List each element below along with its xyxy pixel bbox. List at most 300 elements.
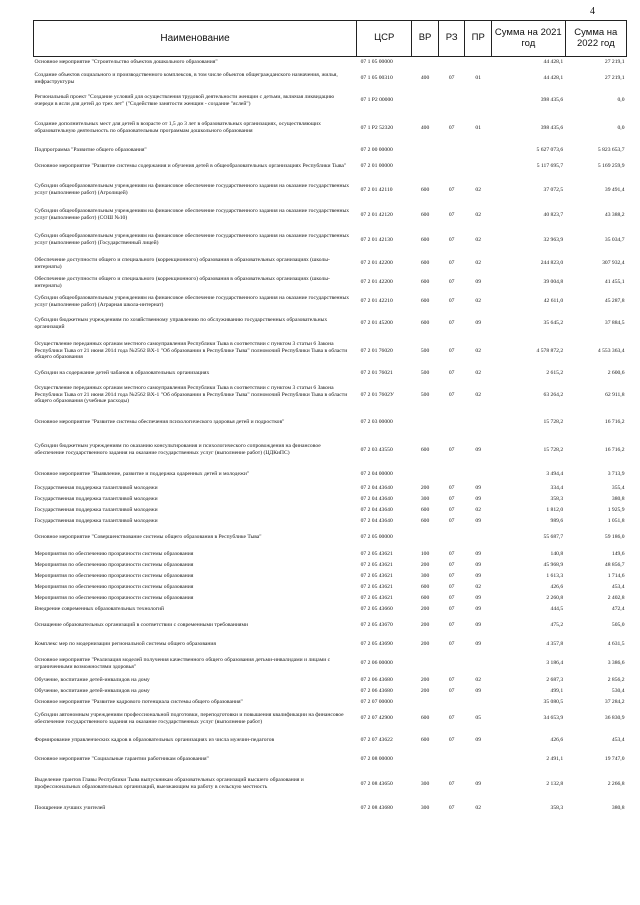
table-row [34,291,627,313]
row-name: Региональный проект "Создание условий для осуществления трудовой деятельности женщин с детьми, включая ликвидацию очереди в ясли для детей до трех лет" ("Содействие занятости женщин - создание "яслей") [34,93,335,107]
header-rz: РЗ [438,21,465,57]
row-sum-2022: 149,6 [611,550,625,557]
row-sum-2021: 398 435,6 [540,124,564,131]
row-name: Внедрение современных образовательных технологий [34,605,165,612]
row-sum-2021: 63 264,2 [543,391,564,398]
row-vr: 600 [420,211,430,218]
row-sum-2021: 2 260,8 [546,594,564,601]
table-body [34,57,627,817]
row-name: Субсидии общеобразовательным учреждениям на финансовое обеспечение государственного задания на оказание государственных услуг (выполнение работ) (Агролицей) [34,183,350,196]
row-pr [465,412,492,434]
row-csr: 07 2 05 43621 [360,594,393,601]
row-pr: 09 [475,550,482,557]
table-row [34,675,627,686]
row-pr: 09 [475,605,482,612]
row-sum-2021: 39 004,8 [543,279,564,285]
row-vr: 600 [420,446,430,453]
row-csr: 07 2 01 76020 [360,347,393,354]
row-name: Обучение, воспитание детей-инвалидов на дому [34,676,150,683]
row-rz: 07 [448,605,455,612]
row-sum-2022: 59 186,0 [604,534,625,540]
row-sum-2022: 307 932,4 [602,260,625,266]
row-csr: 07 2 04 00000 [360,471,393,477]
table-row [34,516,627,527]
row-rz: 07 [448,687,455,694]
row-pr: 09 [475,622,482,628]
row-rz: 07 [448,298,455,304]
row-rz [438,467,465,483]
row-name: Мероприятия по обеспечению прозрачности системы образования [34,583,194,590]
row-pr: 09 [475,320,482,326]
row-name: Субсидии бюджетным учреждениям по хозяйственному управлению по обслуживанию государственных образовательных организаций [34,316,328,330]
row-vr: 400 [420,124,430,131]
row-pr: 02 [475,805,482,811]
row-csr: 07 2 04 43640 [360,506,393,513]
row-name: Осуществление переданных органам местного самоуправления Республики Тыва в соответствии с пунктом 3 статьи 6 Закона Республики Тыва от 21 июня 2014 года №2562 ВХ-1 "Об образовании в Республике Тыва" полномочий Республики Тыва в области общего образования [34,340,348,361]
row-vr: 200 [420,676,430,683]
row-pr [465,90,492,112]
row-csr: 07 2 08 00000 [360,756,393,762]
row-rz: 07 [448,124,455,131]
header-sum-2022: Сумма на 2022 год [565,21,626,57]
row-csr: 07 2 01 42200 [360,279,393,285]
row-rz [438,697,465,708]
table-row [34,593,627,604]
row-sum-2022: 16 716,2 [604,446,625,453]
table-row [34,203,627,228]
row-sum-2021: 358,3 [550,805,564,811]
row-pr: 02 [475,186,482,193]
row-csr: 07 2 01 76021 [360,369,393,376]
row-rz: 07 [448,236,455,243]
row-csr: 07 2 05 43660 [360,605,393,612]
row-name: Осуществление переданных органам местного самоуправления Республики Тыва в соответствии с пунктом 3 статьи 6 Закона Республики Тыва от 21 июня 2014 года №2562 ВХ-1 "Об образовании в Республике Тыва" полномочий Республики Тыва в области общего образования (учебные расходы) [34,384,348,405]
row-pr: 02 [475,676,482,683]
row-vr [412,57,439,68]
table-row [34,604,627,615]
row-pr [465,145,492,156]
row-name: Основное мероприятие "Совершенствование системы общего образования в Республике Тыва" [34,534,262,540]
row-name: Создание объектов социального и производственного комплексов, в том числе объектов общегражданского назначения, жилья, инфраструктуры [34,71,338,85]
row-sum-2021: 426,6 [550,737,564,743]
row-name: Субсидии общеобразовательным учреждениям на финансовое обеспечение государственного задания на оказание государственных услуг (выполнение работ) (Аграрная школа-интернат) [34,294,350,308]
row-pr: 02 [475,347,482,354]
row-sum-2022: 5 169 259,9 [597,163,625,169]
row-pr [465,697,492,708]
row-pr: 02 [475,391,482,398]
table-header-row [34,21,627,57]
row-sum-2022: 2 856,2 [607,676,625,683]
table-row [34,697,627,708]
row-sum-2022: 380,8 [611,495,625,502]
row-sum-2022: 27 219,1 [604,75,625,81]
row-pr: 02 [475,236,482,243]
row-pr: 09 [475,641,482,647]
row-sum-2022: 2 266,8 [607,780,625,787]
row-sum-2022: 27 219,1 [604,58,625,65]
row-sum-2022: 505,0 [611,622,625,628]
row-pr: 02 [475,506,482,513]
row-rz: 07 [448,517,455,524]
row-csr: 07 2 01 42200 [360,260,393,266]
header-name: Наименование [34,21,357,57]
row-sum-2022: 39 491,4 [604,186,625,193]
row-sum-2021: 45 968,9 [543,561,564,568]
row-sum-2022: 472,4 [611,605,625,612]
row-sum-2022: 1 714,6 [607,572,625,579]
row-pr: 09 [475,446,482,453]
row-vr [412,752,439,768]
row-vr: 600 [420,506,430,513]
row-sum-2022: 3 386,6 [607,660,625,666]
row-rz: 07 [448,561,455,568]
row-pr [465,57,492,68]
table-row [34,156,627,178]
row-vr: 400 [420,75,430,81]
row-pr: 02 [475,583,482,590]
row-csr: 07 2 08 43680 [360,805,393,811]
row-rz [438,653,465,675]
row-sum-2021: 2 615,2 [546,369,564,376]
row-sum-2021: 3 186,4 [546,660,564,666]
table-row [34,527,627,549]
row-csr: 07 2 03 43550 [360,446,393,453]
row-pr: 09 [475,517,482,524]
row-rz: 07 [448,641,455,647]
header-csr: ЦСР [357,21,412,57]
row-sum-2022: 453,4 [611,737,625,743]
row-csr: 07 1 P2 00000 [360,97,394,103]
row-sum-2021: 3 494,4 [546,471,564,477]
row-sum-2022: 37 284,2 [604,698,625,705]
table-row [34,275,627,291]
row-sum-2022: 1 925,9 [607,506,625,513]
row-vr: 600 [420,279,430,285]
row-name: Оснащение образовательных организаций в соответствии с современными требованиями [34,622,249,628]
row-csr: 07 2 05 43621 [360,550,393,557]
row-sum-2021: 1 812,0 [546,506,564,513]
row-sum-2022: 45 287,8 [604,298,625,304]
row-pr [465,156,492,178]
table-row [34,752,627,768]
row-rz: 07 [448,737,455,743]
row-csr: 07 2 05 00000 [360,534,393,540]
row-name: Комплекс мер по модернизации региональной системы общего образования [34,641,216,647]
row-sum-2022: 0,0 [617,97,625,103]
table-row [34,505,627,516]
table-row [34,637,627,653]
row-csr: 07 2 04 43640 [360,495,393,502]
row-vr: 200 [420,687,430,694]
row-pr: 09 [475,780,482,787]
header-pr: ПР [465,21,492,57]
row-sum-2022: 41 455,1 [604,279,625,285]
row-name: Мероприятия по обеспечению прозрачности системы образования [34,594,194,601]
row-sum-2022: 43 388,2 [604,211,625,218]
row-name: Обеспечение доступности общего и специального (коррекционного) образования в образовательных организациях (школы-интернаты) [34,256,330,270]
row-rz [438,57,465,68]
row-csr: 07 2 05 43621 [360,561,393,568]
table-row [34,801,627,817]
row-sum-2022: 355,4 [611,484,625,491]
row-sum-2022: 62 911,8 [605,391,625,398]
table-row [34,112,627,145]
row-sum-2021: 444,5 [550,605,564,612]
row-vr [412,697,439,708]
row-csr: 07 2 05 43670 [360,622,393,628]
row-sum-2022: 3 713,9 [607,471,625,477]
row-name: Основное мероприятие "Развитие кадрового потенциала системы общего образования" [34,698,243,705]
row-pr: 01 [475,124,482,131]
row-name: Государственная поддержка талантливой молодежи [34,506,158,513]
page-number: 4 [590,6,595,17]
row-vr: 200 [420,484,430,491]
row-rz: 07 [448,211,455,218]
row-sum-2022: 37 884,5 [604,320,625,326]
table-row [34,582,627,593]
row-sum-2022: 0,0 [617,124,625,131]
row-vr: 300 [420,805,430,811]
row-csr: 07 2 01 42130 [360,236,393,243]
table-row [34,434,627,467]
row-vr: 500 [420,347,430,354]
row-vr: 500 [420,391,430,398]
row-csr: 07 2 07 00000 [360,698,393,705]
row-rz: 07 [448,594,455,601]
table-row [34,90,627,112]
row-name: Субсидии бюджетным учреждениям по оказанию консультирования и психологического сопровождения на финансовое обеспечение государственного задания на оказание государственных услуг (выполнение работ) (ЦДКиПС) [34,443,321,456]
row-csr: 07 2 08 43650 [360,780,393,787]
row-vr: 600 [420,594,430,601]
row-rz: 07 [448,583,455,590]
table-row [34,57,627,68]
row-sum-2022: 453,4 [611,583,625,590]
row-sum-2022: 48 856,7 [604,561,625,568]
row-csr: 07 2 07 43622 [360,737,393,743]
row-pr: 09 [475,484,482,491]
table-row [34,228,627,253]
row-name: Субсидии общеобразовательным учреждениям на финансовое обеспечение государственного задания на оказание государственных услуг (выполнение работ) (Государственный лицей) [34,233,350,246]
table-row [34,483,627,494]
row-sum-2021: 4 357,8 [546,641,564,647]
row-rz: 07 [448,495,455,502]
row-pr: 02 [475,260,482,266]
row-sum-2022: 19 747,0 [604,756,625,762]
row-pr [465,467,492,483]
row-pr: 09 [475,737,482,743]
row-sum-2021: 989,6 [550,517,564,524]
row-rz: 07 [448,260,455,266]
row-sum-2021: 15 728,2 [543,419,564,425]
row-sum-2021: 37 072,5 [543,186,564,193]
row-csr: 07 2 05 43621 [360,572,393,579]
row-sum-2021: 35 645,2 [543,320,564,326]
row-name: Поощрение лучших учителей [34,805,106,811]
row-sum-2021: 55 687,7 [543,534,564,540]
row-vr: 600 [420,186,430,193]
row-rz: 07 [448,391,455,398]
row-sum-2021: 5 627 073,6 [536,146,564,153]
row-sum-2021: 32 963,9 [543,236,564,243]
row-pr: 09 [475,279,482,285]
row-rz [438,412,465,434]
row-sum-2021: 40 823,7 [543,211,564,218]
row-name: Государственная поддержка талантливой молодежи [34,495,158,502]
table-row [34,686,627,697]
row-csr: 07 2 05 43690 [360,641,393,647]
row-sum-2022: 530,4 [611,687,625,694]
row-vr [412,467,439,483]
row-sum-2021: 499,1 [550,687,564,694]
table-row [34,467,627,483]
row-vr [412,527,439,549]
table-row [34,730,627,752]
table-row [34,494,627,505]
row-vr: 600 [420,260,430,266]
row-sum-2021: 15 728,2 [543,446,564,453]
row-name: Обеспечение доступности общего и специального (коррекционного) образования в образовательных организациях (школы-интернаты) [34,275,330,289]
row-rz: 07 [448,279,455,285]
row-sum-2022: 5 823 653,7 [597,146,625,153]
row-pr: 09 [475,594,482,601]
row-sum-2022: 4 553 363,4 [597,347,625,354]
table-row [34,379,627,412]
table-row [34,313,627,335]
row-name: Основное мероприятие "Развитие системы содержания и обучения детей в общеобразовательных организациях Республики Тыва" [34,163,347,169]
row-pr: 01 [475,75,482,81]
row-sum-2022: 36 830,9 [604,715,625,721]
row-vr: 300 [420,495,430,502]
table-row [34,615,627,637]
row-sum-2021: 475,2 [550,622,564,628]
row-csr: 07 2 01 42210 [360,298,393,304]
row-sum-2021: 44 428,1 [543,75,564,81]
table-row [34,708,627,730]
row-csr: 07 2 00 00000 [360,146,393,153]
row-name: Основное мероприятие "Реализация моделей получения качественного общего образования детьми-инвалидами и лицами с ограниченными возможностями здоровья" [34,656,331,670]
row-csr: 07 2 01 7602У [360,391,394,398]
row-csr: 07 2 04 43640 [360,517,393,524]
row-sum-2021: 398 435,6 [540,97,564,103]
row-rz: 07 [448,506,455,513]
row-vr: 600 [420,583,430,590]
row-pr [465,527,492,549]
table-row [34,178,627,203]
row-pr: 09 [475,572,482,579]
row-vr: 600 [420,715,430,721]
row-sum-2021: 35 080,5 [543,698,564,705]
row-name: Мероприятия по обеспечению прозрачности системы образования [34,572,194,579]
table-row [34,145,627,156]
row-vr [412,156,439,178]
row-rz: 07 [448,805,455,811]
row-pr: 09 [475,561,482,568]
row-sum-2021: 2 132,8 [546,780,564,787]
row-sum-2021: 4 578 872,2 [536,347,564,354]
row-rz: 07 [448,484,455,491]
row-vr: 200 [420,641,430,647]
row-csr: 07 2 03 00000 [360,419,393,425]
row-rz: 07 [448,676,455,683]
table-row [34,560,627,571]
table-row [34,335,627,368]
row-vr [412,145,439,156]
row-rz: 07 [448,622,455,628]
row-sum-2022: 16 716,2 [604,419,625,425]
row-sum-2021: 42 611,0 [543,298,564,304]
row-vr [412,653,439,675]
row-rz: 07 [448,186,455,193]
row-name: Субсидии автономным учреждениям профессиональной подготовки, переподготовки и повышения квалификации на финансовое обеспечение государственного задания на оказание государственных услуг (выполнение работ) [34,711,344,725]
row-csr: 07 2 06 43680 [360,676,393,683]
row-csr: 07 1 P2 52320 [360,124,394,131]
table-row [34,549,627,560]
row-name: Формирование управленческих кадров в образовательных организациях из числа мужчин-педагогов [34,737,275,743]
row-vr: 300 [420,572,430,579]
row-rz: 07 [448,715,455,721]
row-sum-2021: 5 117 695,7 [536,163,564,169]
row-vr [412,90,439,112]
row-sum-2022: 2 402,8 [607,594,625,601]
row-pr [465,752,492,768]
row-vr: 600 [420,737,430,743]
row-rz [438,527,465,549]
row-sum-2021: 2 687,3 [546,676,564,683]
table-row [34,253,627,275]
row-vr: 500 [420,369,430,376]
row-sum-2022: 35 034,7 [604,236,625,243]
row-csr: 07 2 01 42120 [360,211,393,218]
row-rz [438,752,465,768]
row-sum-2021: 358,3 [550,495,564,502]
row-sum-2022: 4 631,5 [607,641,625,647]
row-name: Государственная поддержка талантливой молодежи [34,484,158,491]
row-rz: 07 [448,75,455,81]
row-name: Основное мероприятие "Развитие системы обеспечения психологического здоровья детей и подростков" [34,419,285,425]
row-sum-2021: 334,4 [550,484,564,491]
row-csr: 07 1 05 00310 [360,75,393,81]
row-sum-2021: 244 823,0 [540,260,564,266]
row-csr: 07 2 06 00000 [360,660,393,666]
row-name: Основное мероприятие "Строительство объектов дошкольного образования" [34,58,218,65]
row-csr: 07 2 05 43621 [360,583,393,590]
row-pr: 02 [475,211,482,218]
table-row [34,68,627,90]
row-name: Субсидии на содержание детей чабанов в образовательных организациях [34,369,210,376]
row-name: Создание дополнительных мест для детей в возрасте от 1,5 до 3 лет в образовательных организациях, осуществляющих образовательную деятельность по образовательным программам дошкольного образования [34,121,321,134]
row-vr: 200 [420,561,430,568]
row-csr: 07 2 01 00000 [360,163,393,169]
table-row [34,571,627,582]
row-csr: 07 2 07 42900 [360,715,393,721]
row-rz [438,90,465,112]
row-pr: 02 [475,369,482,376]
row-vr: 300 [420,780,430,787]
row-rz: 07 [448,780,455,787]
row-sum-2021: 44 428,1 [543,58,564,65]
header-sum-2021: Сумма на 2021 год [492,21,566,57]
row-vr: 200 [420,605,430,612]
row-pr: 09 [475,687,482,694]
row-rz: 07 [448,446,455,453]
row-csr: 07 2 01 45200 [360,320,393,326]
row-vr: 100 [420,550,430,557]
table-row [34,653,627,675]
row-sum-2022: 1 051,8 [607,517,625,524]
row-name: Основное мероприятие "Социальные гарантии работникам образования" [34,756,209,762]
table-row [34,368,627,379]
row-sum-2021: 140,8 [550,550,564,557]
